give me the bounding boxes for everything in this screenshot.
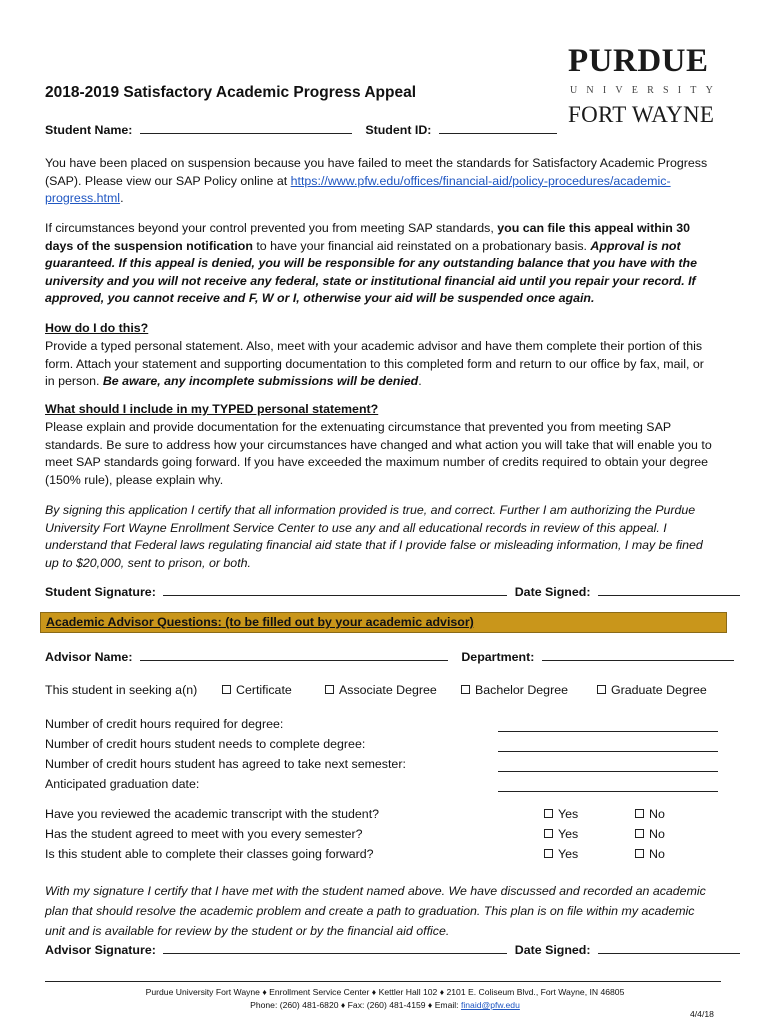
appeal-warning: Approval is not guaranteed. If this appeal is denied, you will be responsible for any outstanding balance that you have with the university and you will not receive any federal, state or institutional financial aid until you repair your record. If approved, you cannot receive and F, W or I, otherwise your aid will be suspended once again. <box>45 238 697 305</box>
credits-next-semester-field[interactable] <box>498 771 718 772</box>
degree-option-certificate[interactable] <box>222 683 292 697</box>
credit-question-label: Anticipated graduation date: <box>45 777 200 791</box>
advisor-name-label: Advisor Name: <box>45 650 133 664</box>
advisor-signature-field[interactable] <box>163 941 507 954</box>
student-name-label: Student Name: <box>45 123 133 137</box>
how-heading: How do I do this? <box>45 321 149 335</box>
no-option[interactable] <box>635 827 665 841</box>
graduation-date-field[interactable] <box>498 791 718 792</box>
how-end: . <box>418 374 422 388</box>
degree-option-graduate[interactable] <box>597 683 707 697</box>
logo-university-text: UNIVERSITY <box>570 85 722 96</box>
department-label: Department: <box>461 650 535 664</box>
student-id-label: Student ID: <box>365 123 432 137</box>
advisor-section-header <box>40 612 727 633</box>
checkbox-icon[interactable] <box>461 685 470 694</box>
student-info-row <box>45 121 557 139</box>
no-label: No <box>649 847 665 861</box>
appeal-deadline: you can file this appeal within 30 days of the suspension notification <box>45 221 691 253</box>
department-field[interactable] <box>542 648 734 661</box>
appeal-text-1: If circumstances beyond your control prevented you from meeting SAP standards, <box>45 221 498 235</box>
certify-paragraph: By signing this application I certify that all information provided is true, and correct. Further I am authorizing the Purdue University Fort Wayne Enrollment Service Center to use any and all educational records in review of this appeal. I understand that Federal laws regulating financial aid state that if I provide false or misleading information, I may be fined up to $20,000, sent to prison, or both. <box>45 503 703 570</box>
degree-label: This student in seeking a(n) <box>45 683 198 697</box>
logo-fort-wayne: FORT WAYNE <box>568 102 715 127</box>
degree-option-label: Graduate Degree <box>611 683 707 697</box>
appeal-text-2: to have your financial aid reinstated on a probationary basis. <box>252 238 591 253</box>
how-warning: Be aware, any incomplete submissions will be denied <box>102 374 419 388</box>
no-label: No <box>649 827 665 841</box>
yes-no-question: Has the student agreed to meet with you every semester? <box>45 827 363 841</box>
student-date-label: Date Signed: <box>514 585 591 599</box>
what-heading: What should I include in my TYPED personal statement? <box>45 402 379 416</box>
checkbox-icon[interactable] <box>635 849 644 858</box>
no-label: No <box>649 807 665 821</box>
advisor-section-title: Academic Advisor Questions: (to be filled out by your academic advisor) <box>46 615 474 629</box>
sap-policy-link[interactable]: https://www.pfw.edu/offices/financial-aid/policy-procedures/academic-progress.html <box>45 173 671 205</box>
footer-contact-text: Phone: (260) 481-6820 ♦ Fax: (260) 481-4159 ♦ Email: <box>250 1000 461 1010</box>
credits-needed-field[interactable] <box>498 751 718 752</box>
yes-label: Yes <box>558 807 579 821</box>
advisor-date-field[interactable] <box>598 941 740 954</box>
credit-question-label: Number of credit hours required for degree: <box>45 717 284 731</box>
student-date-field[interactable] <box>598 583 740 596</box>
yes-label: Yes <box>558 847 579 861</box>
yes-label: Yes <box>558 827 579 841</box>
advisor-name-field[interactable] <box>140 648 448 661</box>
degree-option-associate[interactable] <box>325 683 437 697</box>
degree-option-label: Bachelor Degree <box>475 683 568 697</box>
checkbox-icon[interactable] <box>325 685 334 694</box>
student-signature-field[interactable] <box>163 583 507 596</box>
footer-email-link[interactable]: finaid@pfw.edu <box>460 1000 520 1010</box>
how-paragraph <box>45 338 713 391</box>
student-id-field[interactable] <box>439 121 557 134</box>
credit-question-label: Number of credit hours student has agreed to take next semester: <box>45 757 406 771</box>
advisor-certify-paragraph: With my signature I certify that I have met with the student named above. We have discussed and recorded an academic plan that should resolve the academic problem and create a path to graduation. This plan is on file within my academic unit and is available for review by the student or by the financial aid office. <box>45 884 706 938</box>
yes-option[interactable] <box>544 827 578 841</box>
what-paragraph: Please explain and provide documentation for the extenuating circumstance that prevented you from meeting SAP standards. Be sure to address how your circumstances have changed and what action you will take that will enable you to meet SAP standards going forward. If you have exceeded the maximum number of credits required to obtain your degree (150% rule), please explain why. <box>45 420 712 487</box>
no-option[interactable] <box>635 847 665 861</box>
advisor-date-label: Date Signed: <box>514 943 591 957</box>
yes-no-question: Is this student able to complete their classes going forward? <box>45 847 374 861</box>
checkbox-icon[interactable] <box>544 849 553 858</box>
advisor-info-row <box>45 648 734 666</box>
credit-question-label: Number of credit hours student needs to complete degree: <box>45 737 366 751</box>
checkbox-icon[interactable] <box>635 829 644 838</box>
checkbox-icon[interactable] <box>544 829 553 838</box>
student-signature-label: Student Signature: <box>45 585 156 599</box>
degree-option-label: Associate Degree <box>339 683 437 697</box>
checkbox-icon[interactable] <box>635 809 644 818</box>
how-text: Provide a typed personal statement. Also, meet with your academic advisor and have them complete their portion of this form. Attach your statement and supporting documentation to this completed form and return to our office by fax, mail, or in person. <box>45 339 704 388</box>
student-signature-row <box>45 583 740 601</box>
advisor-signature-label: Advisor Signature: <box>45 943 156 957</box>
yes-no-question: Have you reviewed the academic transcript with the student? <box>45 807 380 821</box>
no-option[interactable] <box>635 807 665 821</box>
purdue-logo: PURDUE <box>568 43 709 79</box>
intro-end: . <box>120 191 124 205</box>
appeal-paragraph <box>45 220 713 308</box>
credits-required-field[interactable] <box>498 731 718 732</box>
checkbox-icon[interactable] <box>544 809 553 818</box>
advisor-signature-row <box>45 941 740 959</box>
degree-option-label: Certificate <box>236 683 292 697</box>
yes-option[interactable] <box>544 847 578 861</box>
page-title: 2018-2019 Satisfactory Academic Progress Appeal <box>45 84 417 101</box>
student-name-field[interactable] <box>140 121 352 134</box>
footer-address: Purdue University Fort Wayne ♦ Enrollment Service Center ♦ Kettler Hall 102 ♦ 2101 E. Coliseum Blvd., Fort Wayne, IN 46805 <box>145 987 625 997</box>
footer-divider <box>45 981 721 982</box>
yes-option[interactable] <box>544 807 578 821</box>
footer-contact <box>40 999 730 1012</box>
intro-text: You have been placed on suspension because you have failed to meet the standards for Satisfactory Academic Progress (SAP). Please view our SAP Policy online at <box>45 156 708 188</box>
intro-paragraph <box>45 155 713 208</box>
degree-option-bachelor[interactable] <box>461 683 568 697</box>
date-code: 4/4/18 <box>690 1009 714 1019</box>
checkbox-icon[interactable] <box>597 685 606 694</box>
checkbox-icon[interactable] <box>222 685 231 694</box>
